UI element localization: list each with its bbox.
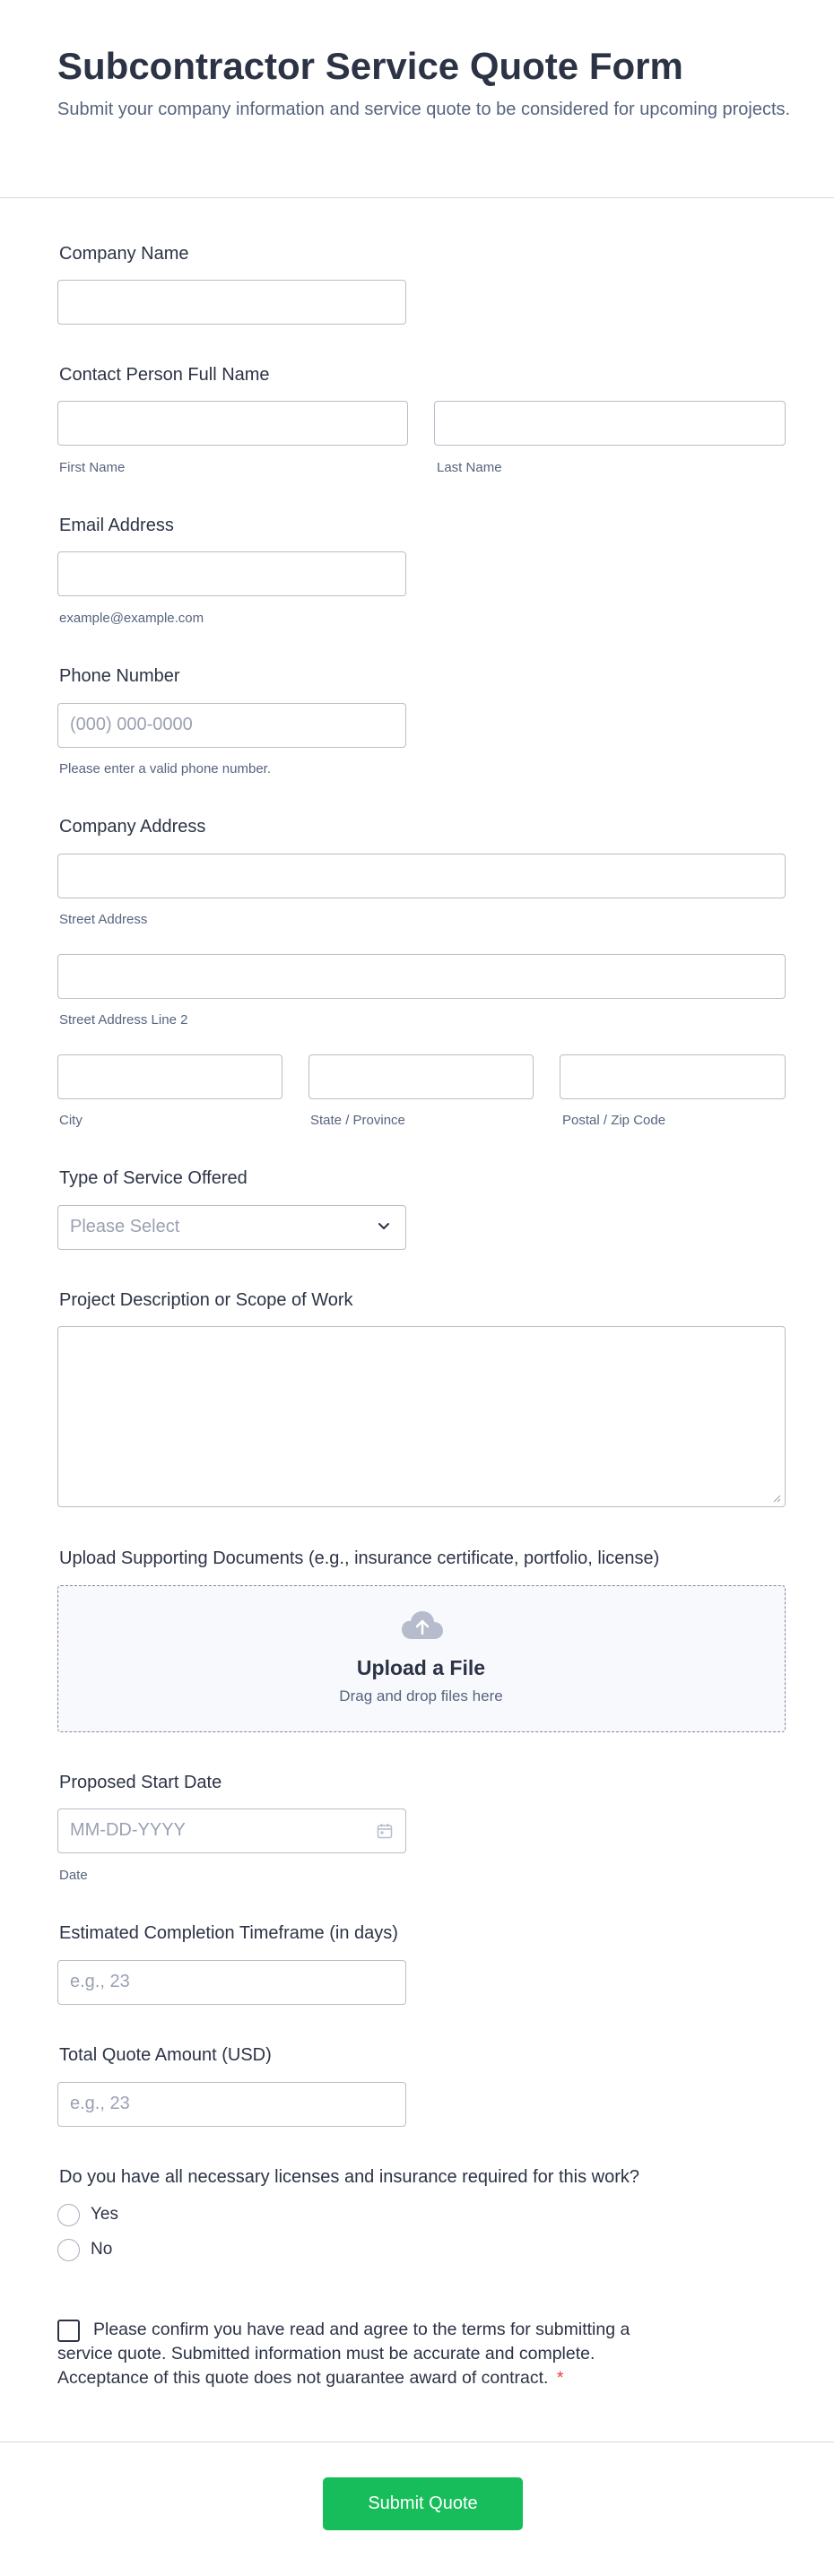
terms-text-block bbox=[57, 2318, 685, 2390]
radio-no-label[interactable]: No bbox=[91, 2240, 113, 2259]
file-upload-dropzone[interactable] bbox=[57, 1585, 786, 1732]
zip-input[interactable] bbox=[560, 1054, 786, 1099]
upload-label: Upload Supporting Documents (e.g., insurance certificate, portfolio, license) bbox=[59, 1548, 660, 1568]
street-address-line2-input[interactable] bbox=[57, 954, 786, 999]
page-subtitle: Submit your company information and service quote to be considered for upcoming projects. bbox=[57, 100, 791, 119]
upload-hint: Drag and drop files here bbox=[339, 1687, 503, 1704]
upload-title: Upload a File bbox=[356, 1656, 486, 1679]
company-name-label: Company Name bbox=[59, 244, 189, 264]
service-type-select[interactable] bbox=[57, 1205, 406, 1250]
cloud-upload-icon bbox=[400, 1609, 445, 1642]
email-input[interactable] bbox=[57, 551, 406, 596]
email-label: Email Address bbox=[59, 516, 174, 535]
phone-input[interactable] bbox=[57, 703, 406, 748]
city-sublabel: City bbox=[59, 1113, 83, 1128]
licenses-label: Do you have all necessary licenses and insurance required for this work? bbox=[59, 2167, 640, 2187]
timeframe-input[interactable] bbox=[57, 1960, 406, 2005]
street-address-line2-sublabel: Street Address Line 2 bbox=[59, 1012, 188, 1028]
radio-yes-label[interactable]: Yes bbox=[91, 2205, 118, 2224]
last-name-input[interactable] bbox=[434, 401, 786, 446]
service-type-selected: Please Select bbox=[70, 1217, 180, 1236]
phone-sublabel: Please enter a valid phone number. bbox=[59, 761, 271, 776]
state-input[interactable] bbox=[308, 1054, 534, 1099]
street-address-input[interactable] bbox=[57, 854, 786, 898]
company-name-input[interactable] bbox=[57, 280, 406, 325]
description-label: Project Description or Scope of Work bbox=[59, 1290, 353, 1310]
required-asterisk: * bbox=[556, 2368, 564, 2388]
page-title: Subcontractor Service Quote Form bbox=[57, 45, 683, 87]
submit-quote-button[interactable]: Submit Quote bbox=[323, 2477, 523, 2530]
radio-yes[interactable] bbox=[57, 2204, 80, 2226]
address-label: Company Address bbox=[59, 817, 206, 837]
start-date-input[interactable] bbox=[57, 1808, 406, 1853]
email-sublabel: example@example.com bbox=[59, 611, 204, 626]
timeframe-label: Estimated Completion Timeframe (in days) bbox=[59, 1923, 398, 1943]
contact-name-label: Contact Person Full Name bbox=[59, 365, 270, 385]
state-sublabel: State / Province bbox=[310, 1113, 405, 1128]
calendar-icon[interactable] bbox=[377, 1823, 393, 1839]
phone-label: Phone Number bbox=[59, 666, 180, 686]
description-textarea[interactable] bbox=[57, 1326, 786, 1507]
resize-handle-icon[interactable] bbox=[772, 1494, 781, 1503]
start-date-sublabel: Date bbox=[59, 1868, 88, 1883]
city-input[interactable] bbox=[57, 1054, 282, 1099]
header-divider bbox=[0, 197, 834, 198]
last-name-sublabel: Last Name bbox=[437, 460, 502, 475]
quote-amount-label: Total Quote Amount (USD) bbox=[59, 2045, 272, 2065]
start-date-placeholder: MM-DD-YYYY bbox=[70, 1820, 186, 1840]
radio-no[interactable] bbox=[57, 2239, 80, 2261]
terms-text: Please confirm you have read and agree to the terms for submitting a service quote. Submitted information must be accurate and complete. Acceptance of this quote does not guarantee award of contract. bbox=[57, 2320, 630, 2388]
start-date-label: Proposed Start Date bbox=[59, 1773, 222, 1792]
quote-amount-placeholder: e.g., 23 bbox=[70, 2094, 130, 2113]
timeframe-placeholder: e.g., 23 bbox=[70, 1972, 130, 1991]
first-name-input[interactable] bbox=[57, 401, 408, 446]
zip-sublabel: Postal / Zip Code bbox=[562, 1113, 666, 1128]
quote-amount-input[interactable] bbox=[57, 2082, 406, 2127]
chevron-down-icon bbox=[378, 1222, 390, 1231]
phone-placeholder: (000) 000-0000 bbox=[70, 715, 193, 734]
service-type-label: Type of Service Offered bbox=[59, 1168, 248, 1188]
street-address-sublabel: Street Address bbox=[59, 912, 148, 927]
first-name-sublabel: First Name bbox=[59, 460, 126, 475]
